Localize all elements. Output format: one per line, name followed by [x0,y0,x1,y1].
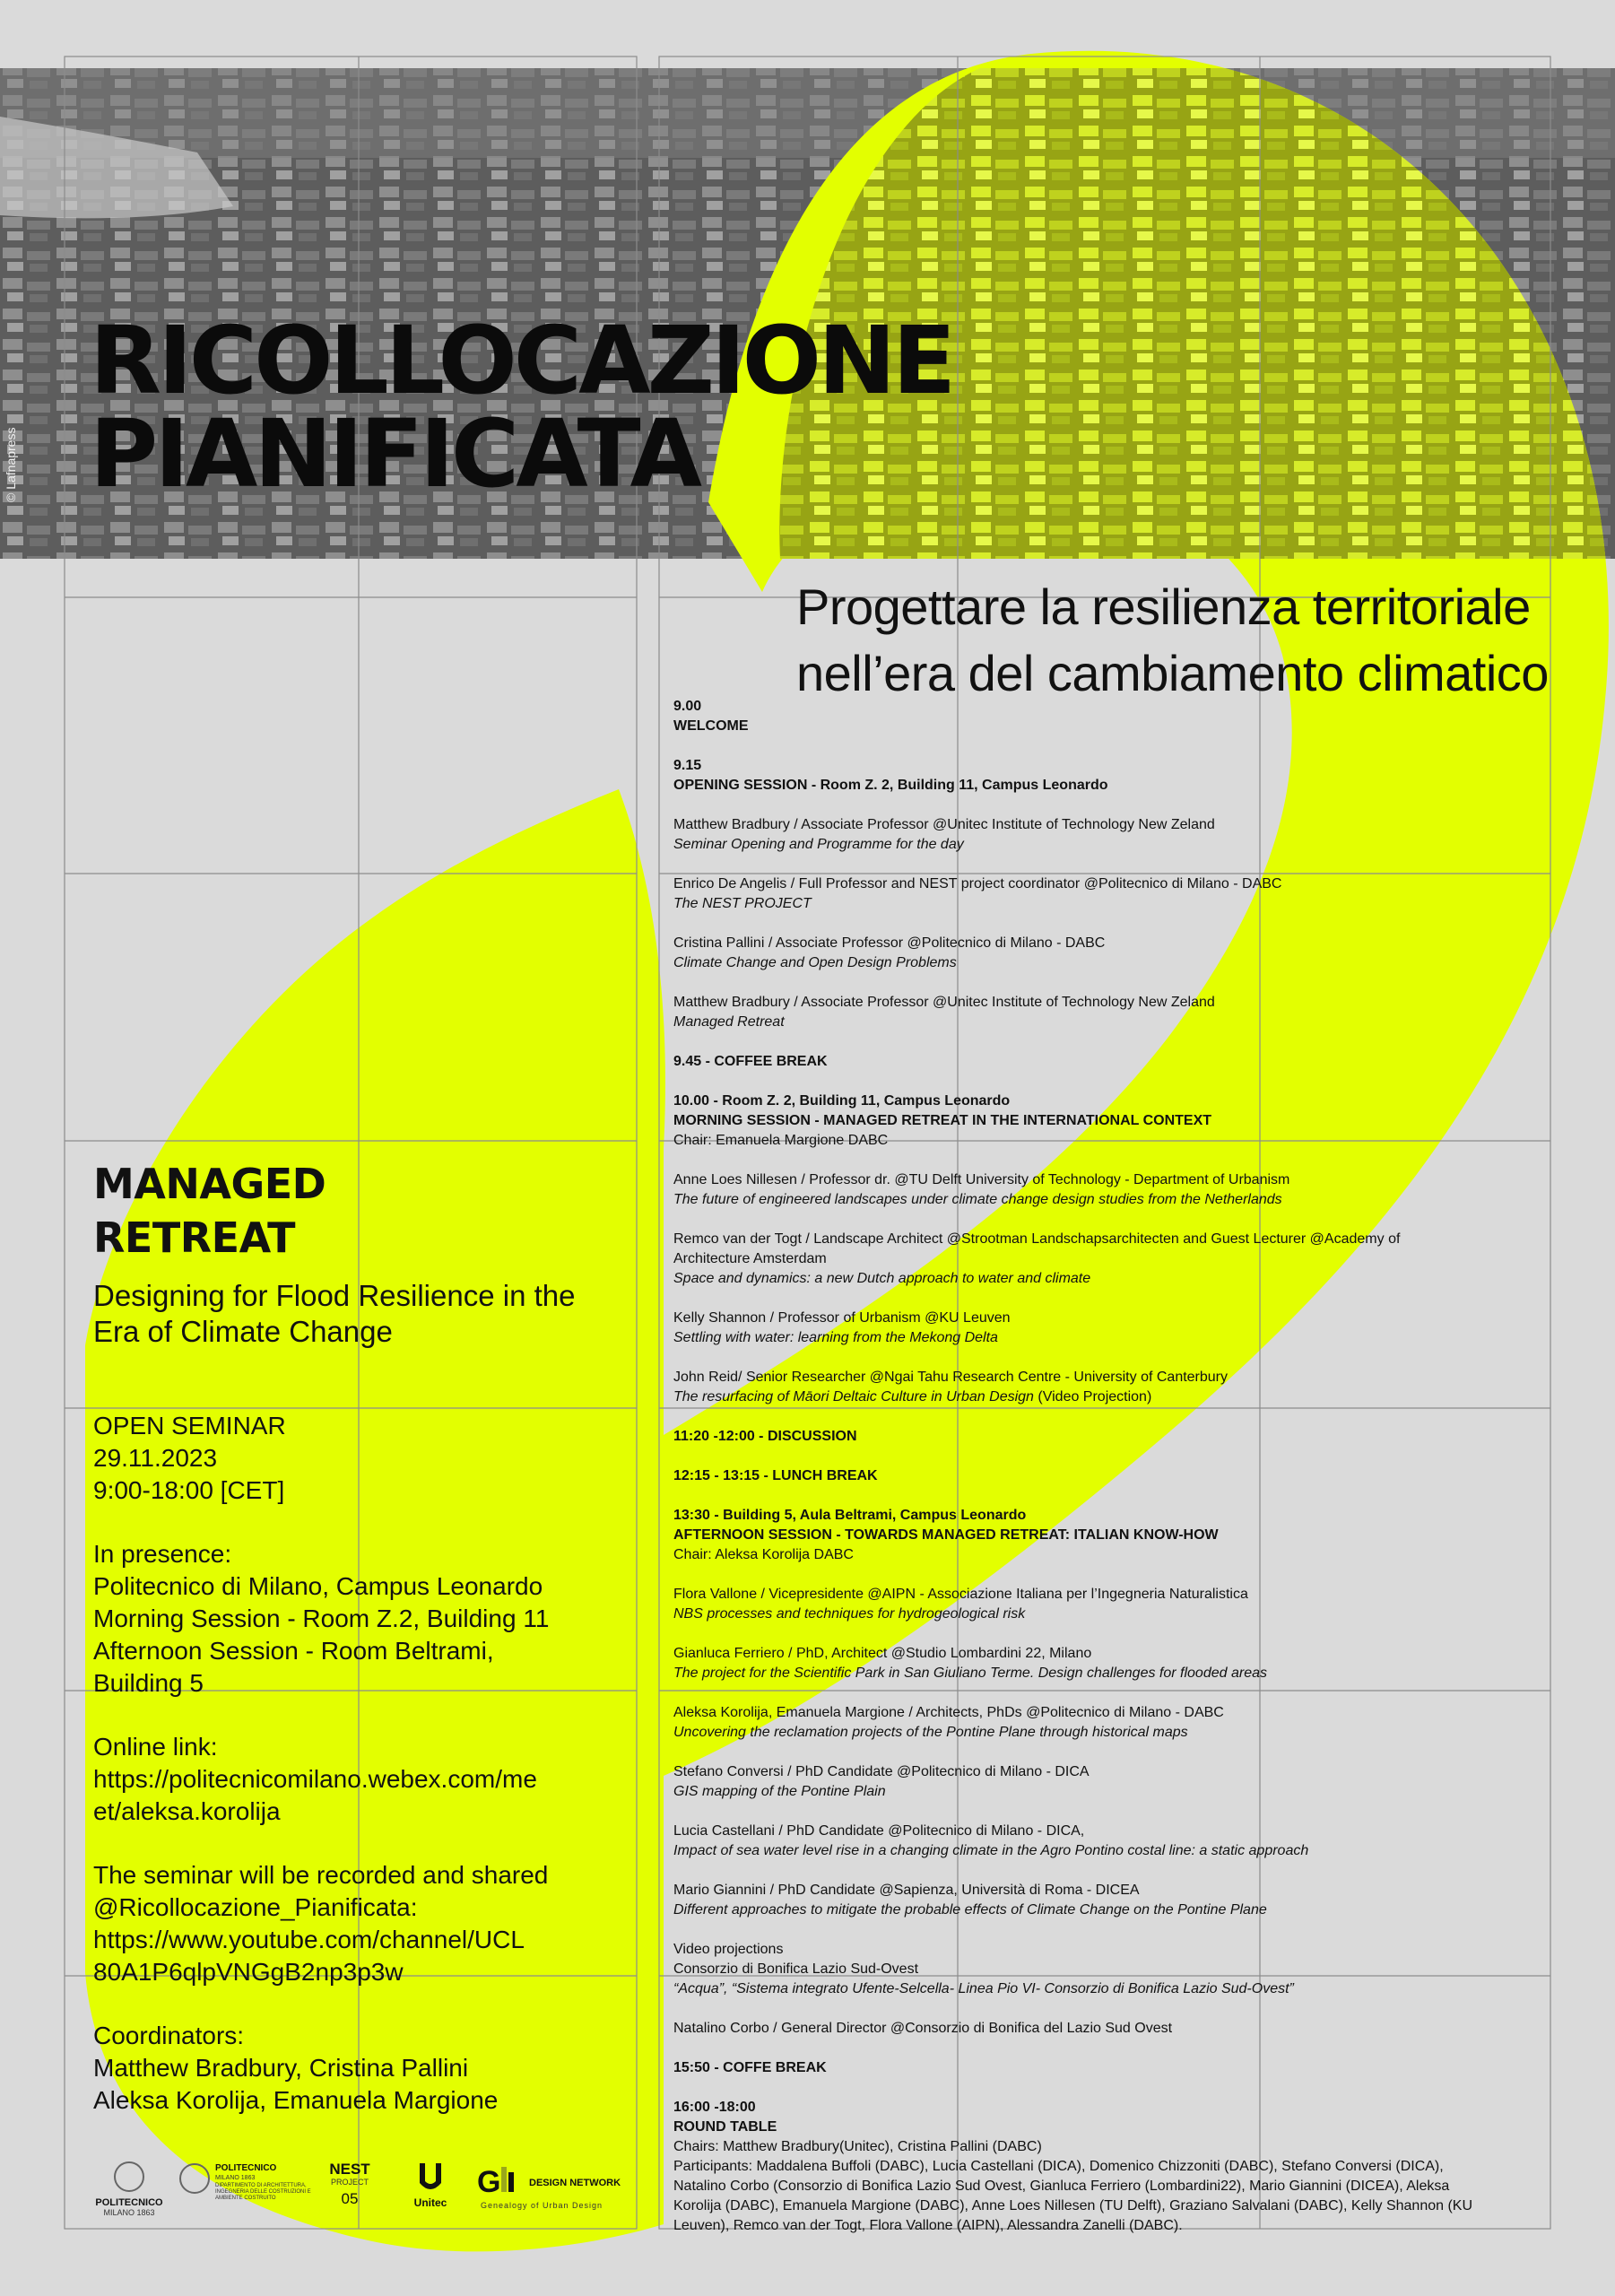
programme-item [673,2058,1498,2078]
english-subtitle-line-1: Designing for Flood Resilience in the [93,1279,576,1312]
presence-afternoon: Afternoon Session - Room Beltrami, [93,1637,494,1665]
online-link[interactable]: https://politecnicomilano.webex.com/me [93,1765,537,1793]
english-title-line-2: RETREAT [93,1213,295,1262]
recording-note: The seminar will be recorded and shared [93,1861,549,1889]
presence-label: In presence: [93,1540,232,1568]
polimi-dabc-seal-icon [179,2163,210,2194]
polimi-seal-icon [114,2161,144,2192]
programme-line: Lucia Castellani / PhD Candidate @Politecnico di Milano - DICA, [673,1823,1085,1839]
presence-morning: Morning Session - Room Z.2, Building 11 [93,1605,550,1632]
programme-line: The NEST PROJECT [673,896,812,911]
gud-design-network-logo: G DESIGN NETWORK Genealogy of Urban Design [477,2161,638,2221]
programme-line: Video projections [673,1942,784,1957]
presence-block [93,1538,549,1700]
programme-item [673,756,1498,796]
programme-line: Remco van der Togt / Landscape Architect @Strootman Landschapsarchitecten and Guest Lecturer @Academy of [673,1231,1401,1247]
programme-item [673,1822,1498,1861]
programme-line: 9.45 - COFFEE BREAK [673,1054,828,1069]
english-title [93,1157,326,1265]
programme-line: GIS mapping of the Pontine Plain [673,1784,886,1799]
programme-line: Participants: Maddalena Buffoli (DABC), Lucia Castellani (DICA), Domenico Chizzoniti (DABC), Stefano Conversi (DICA), [673,2159,1444,2174]
programme-line: Climate Change and Open Design Problems [673,955,957,970]
programme-line: 9.15 [673,758,702,773]
youtube-link-cont[interactable]: 80A1P6qlpVNGgB2np3p3w [93,1958,404,1986]
programme-line: Chairs: Matthew Bradbury(Unitec), Cristina Pallini (DABC) [673,2139,1042,2154]
programme-line: Settling with water: learning from the Mekong Delta [673,1330,998,1345]
programme-line: Matthew Bradbury / Associate Professor @Unitec Institute of Technology New Zeland [673,817,1215,832]
programme-line: John Reid/ Senior Researcher @Ngai Tahu Research Centre - University of Canterbury [673,1370,1229,1385]
presence-building: Building 5 [93,1669,204,1697]
programme-line: Aleksa Korolija, Emanuela Margione / Architects, PhDs @Politecnico di Milano - DABC [673,1705,1224,1720]
main-subtitle [796,574,1549,707]
programme-item [673,1506,1498,1565]
seminar-date-block [93,1410,549,1507]
programme-item [673,1091,1498,1151]
programme-line: Flora Vallone / Vicepresidente @AIPN - Associazione Italiana per l’Ingegneria Naturalistica [673,1587,1248,1602]
coordinators-line-2: Aleksa Korolija, Emanuela Margione [93,2086,499,2114]
english-subtitle-line-2: Era of Climate Change [93,1315,393,1348]
programme-item [673,1309,1498,1348]
programme [673,697,1498,2256]
programme-item [673,1703,1498,1743]
programme-item [673,1644,1498,1683]
programme-line: OPENING SESSION - Room Z. 2, Building 11, Campus Leonardo [673,778,1108,793]
english-subtitle [93,1278,575,1350]
programme-line: Natalino Corbo (Consorzio di Bonifica Lazio Sud Ovest, Gianluca Ferriero (Lombardini22), Mario Giannini (DICEA), Aleksa [673,2179,1450,2194]
programme-line: Enrico De Angelis / Full Professor and NEST project coordinator @Politecnico di Milano - DABC [673,876,1282,891]
programme-line: Chair: Aleksa Korolija DABC [673,1547,854,1562]
main-title [90,306,953,509]
presence-venue: Politecnico di Milano, Campus Leonardo [93,1572,543,1600]
title-line-1: RICOLLOCAZIONE [90,306,953,415]
programme-item [673,2098,1498,2236]
youtube-link[interactable]: https://www.youtube.com/channel/UCL [93,1926,525,1953]
programme-line: 13:30 - Building 5, Aula Beltrami, Campus Leonardo [673,1508,1027,1523]
seminar-date: 29.11.2023 [93,1444,218,1472]
programme-line-wrap [673,1387,1498,1407]
programme-item [673,1585,1498,1624]
programme-line: 11:20 -12:00 - DISCUSSION [673,1429,857,1444]
title-line-2: PIANIFICATA [90,399,699,509]
programme-line: Impact of sea water level rise in a changing climate in the Agro Pontino costal line: a static approach [673,1843,1309,1858]
programme-line: Cristina Pallini / Associate Professor @Politecnico di Milano - DABC [673,935,1106,951]
programme-line: Anne Loes Nillesen / Professor dr. @TU Delft University of Technology - Department of Urbanism [673,1172,1290,1187]
programme-line: “Acqua”, “Sistema integrato Ufente-Selcella- Linea Pio VI- Consorzio di Bonifica Lazio Sud-Ovest” [673,1981,1294,1996]
programme-line: 15:50 - COFFE BREAK [673,2060,827,2075]
coordinators-line-1: Matthew Bradbury, Cristina Pallini [93,2054,469,2082]
online-link-cont[interactable]: et/aleksa.korolija [93,1797,281,1825]
programme-line: The project for the Scientific Park in San Giuliano Terme. Design challenges for flooded areas [673,1665,1267,1681]
subtitle-line-2: nell’era del cambiamento climatico [796,645,1549,701]
programme-line: Korolija (DABC), Emanuela Margione (DABC), Anne Loes Nillesen (TU Delft), Graziano Salvalani (DABC), Kelly Shannon (KU [673,2198,1473,2213]
photo-credit: © Lafnapress [4,427,18,502]
seminar-type: OPEN SEMINAR [93,1412,286,1439]
programme-item [673,874,1498,914]
programme-line: Consorzio di Bonifica Lazio Sud-Ovest [673,1961,919,1977]
unitec-mark-icon [416,2161,445,2192]
nest-logo: NEST PROJECT 05 [329,2161,370,2207]
programme-item [673,934,1498,973]
coordinators-label: Coordinators: [93,2022,245,2049]
programme-item [673,1940,1498,1999]
seminar-info [93,1410,549,2148]
programme-line-note: (Video Projection) [1033,1389,1152,1405]
programme-line: Kelly Shannon / Professor of Urbanism @KU Leuven [673,1310,1011,1326]
programme-line: Managed Retreat [673,1014,785,1030]
programme-line: WELCOME [673,718,749,734]
programme-line: 9.00 [673,699,702,714]
programme-item [673,1466,1498,1486]
programme-line: Different approaches to mitigate the probable effects of Climate Change on the Pontine Plane [673,1902,1267,1918]
polimi-logo: POLITECNICO MILANO 1863 [93,2161,165,2221]
programme-line: ROUND TABLE [673,2119,777,2135]
programme-line: 16:00 -18:00 [673,2100,756,2115]
programme-item [673,1427,1498,1447]
gud-mark-icon [477,2161,531,2197]
svg-text:G: G [477,2165,501,2197]
programme-line: Natalino Corbo / General Director @Consorzio di Bonifica del Lazio Sud Ovest [673,2021,1173,2036]
online-block [93,1731,549,1828]
programme-item [673,1052,1498,1072]
programme-line: The resurfacing of Māori Deltaic Culture in Urban Design [673,1389,1034,1405]
programme-line: Stefano Conversi / PhD Candidate @Politecnico di Milano - DICA [673,1764,1090,1779]
english-title-line-1: MANAGED [93,1160,326,1208]
unitec-logo: Unitec [408,2161,453,2221]
recording-handle: @Ricollocazione_Pianificata: [93,1893,418,1921]
subtitle-line-1: Progettare la resilienza territoriale [796,578,1531,635]
polimi-dabc-logo: POLITECNICO MILANO 1863 DIPARTIMENTO DI ARCHITETTURA, INGEGNERIA DELLE COSTRUZIONI E AMBIENTE COSTRUITO [179,2161,314,2221]
programme-item [673,815,1498,855]
programme-item [673,1230,1498,1289]
programme-line: AFTERNOON SESSION - TOWARDS MANAGED RETREAT: ITALIAN KNOW-HOW [673,1527,1219,1543]
programme-line: 12:15 - 13:15 - LUNCH BREAK [673,1468,878,1483]
programme-line: Chair: Emanuela Margione DABC [673,1133,889,1148]
programme-item [673,697,1498,736]
recording-block [93,1859,549,1988]
programme-item [673,993,1498,1032]
seminar-time: 9:00-18:00 [CET] [93,1476,285,1504]
programme-line: Leuven), Remco van der Togt, Flora Vallone (AIPN), Alessandra Zanelli (DABC). [673,2218,1183,2233]
programme-line: MORNING SESSION - MANAGED RETREAT IN THE INTERNATIONAL CONTEXT [673,1113,1212,1128]
programme-line: 10.00 - Room Z. 2, Building 11, Campus Leonardo [673,1093,1011,1109]
programme-line: Mario Giannini / PhD Candidate @Sapienza, Università di Roma - DICEA [673,1883,1140,1898]
programme-line: Matthew Bradbury / Associate Professor @Unitec Institute of Technology New Zeland [673,995,1215,1010]
programme-line: Uncovering the reclamation projects of the Pontine Plane through historical maps [673,1725,1188,1740]
programme-line: Gianluca Ferriero / PhD, Architect @Studio Lombardini 22, Milano [673,1646,1092,1661]
programme-line: NBS processes and techniques for hydrogeological risk [673,1606,1026,1622]
coordinators-block [93,2020,549,2117]
programme-item [673,1368,1498,1407]
programme-line: Architecture Amsterdam [673,1251,827,1266]
programme-item [673,2019,1498,2039]
programme-line: The future of engineered landscapes under climate change design studies from the Netherlands [673,1192,1282,1207]
online-label: Online link: [93,1733,218,1761]
programme-line: Space and dynamics: a new Dutch approach to water and climate [673,1271,1091,1286]
programme-item [673,1762,1498,1802]
programme-item [673,1881,1498,1920]
programme-line: Seminar Opening and Programme for the day [673,837,964,852]
programme-item [673,1170,1498,1210]
